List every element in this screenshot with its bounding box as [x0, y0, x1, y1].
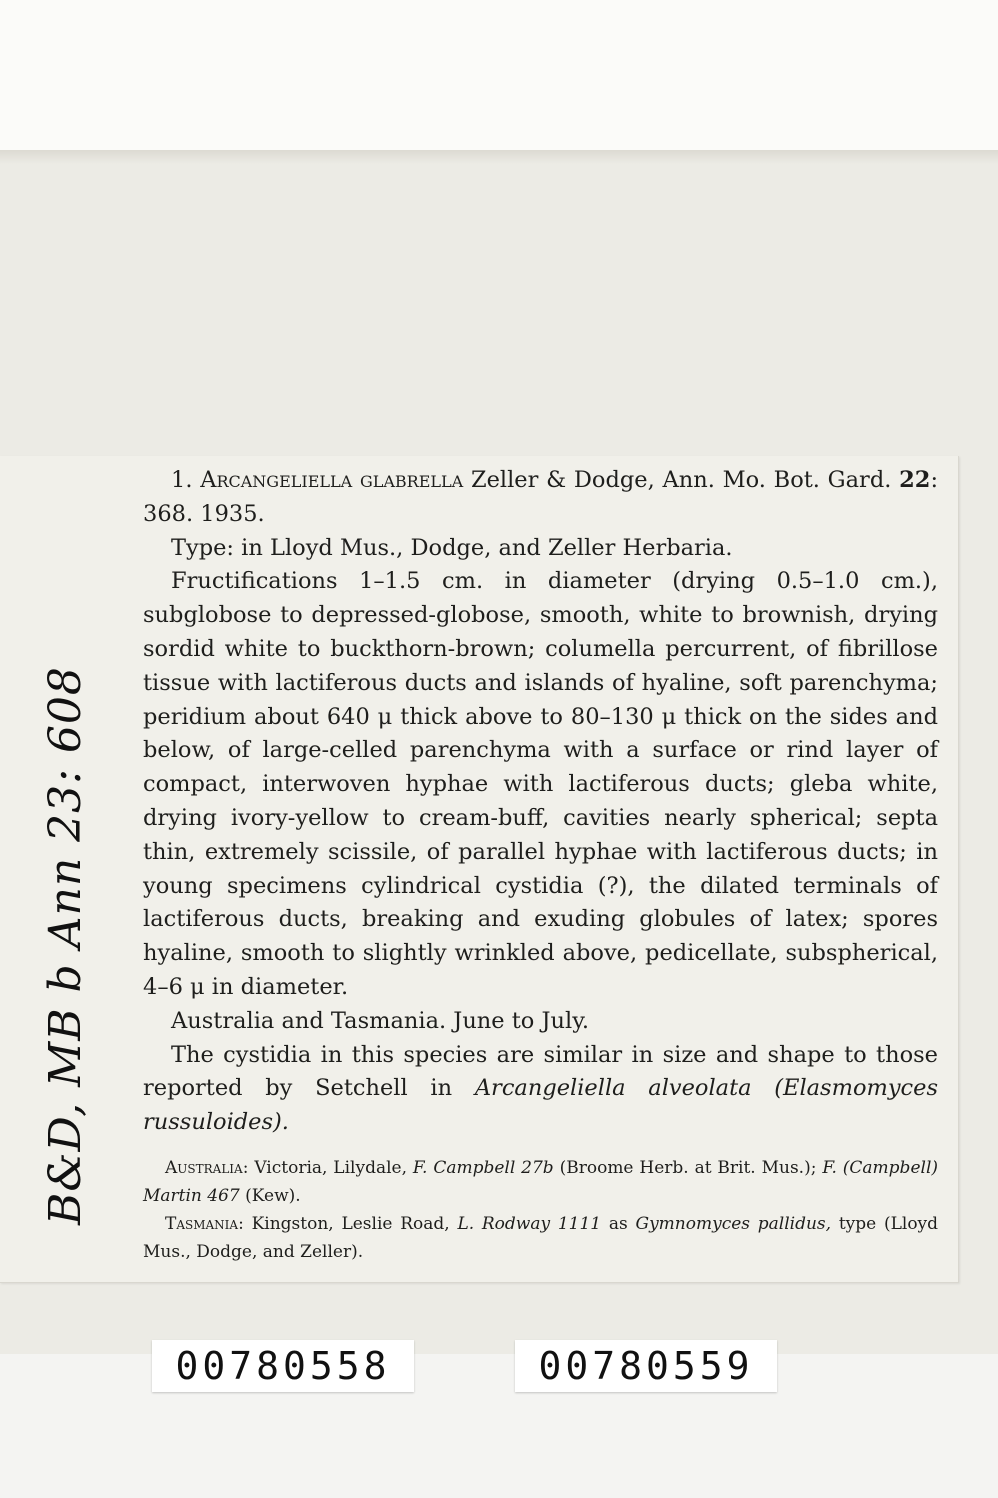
australia-herbarium-2: (Kew).: [245, 1185, 301, 1206]
australia-collector-2: F. (Campbell) Martin 467: [143, 1157, 939, 1206]
note-prefix: The cystidia in this species are similar in size and shape to those reported by Setchell in: [143, 1041, 938, 1102]
top-board: [0, 0, 998, 150]
specimens-block: [143, 1154, 938, 1266]
species-name: Arcangeliella glabrella: [200, 467, 464, 493]
page-year: : 368. 1935.: [143, 467, 939, 527]
tasmania-collector: L. Rodway 1111: [457, 1213, 602, 1234]
australia-collector-1: F. Campbell 27b: [412, 1157, 554, 1178]
tasmania-label: Tasmania:: [165, 1213, 244, 1234]
handwritten-annotation: B&D, MB b Ann 23: 608: [40, 666, 91, 1225]
specimens-australia: [143, 1154, 938, 1210]
tasmania-type: type (Lloyd Mus., Dodge, and Zeller).: [143, 1213, 939, 1262]
printed-label: [0, 456, 959, 1283]
top-board-edge: [0, 150, 998, 164]
specimens-tasmania: [143, 1210, 938, 1266]
citation: Zeller & Dodge, Ann. Mo. Bot. Gard.: [470, 467, 892, 493]
tasmania-species: Gymnomyces pallidus,: [635, 1213, 832, 1234]
barcode-label-1: 00780558: [152, 1340, 414, 1392]
entry-number: 1.: [171, 467, 193, 493]
note-paragraph: [143, 1039, 938, 1140]
tasmania-as: as: [608, 1213, 628, 1234]
barcode-label-2: 00780559: [515, 1340, 777, 1392]
australia-locality: Victoria, Lilydale,: [254, 1157, 407, 1178]
distribution: Australia and Tasmania. June to July.: [171, 1007, 590, 1034]
volume: 22: [899, 467, 931, 493]
australia-herbarium-1: (Broome Herb. at Brit. Mus.);: [559, 1157, 817, 1178]
description: Fructifications 1–1.5 cm. in diameter (drying 0.5–1.0 cm.), subglobose to depressed-globose, smooth, white to brownish, drying sordid white to buckthorn-brown; columella percurrent, of fibrillose tissue with lactiferous ducts and islands of hyaline, soft parenchyma; peridium about 640 μ thick above to 80–130 μ thick on the sides and below, of large-celled parenchyma with a surface or rind layer of compact, interwoven hyphae with lactiferous ducts; gleba white, drying ivory-yellow to cream-buff, cavities nearly spherical; septa thin, extremely scissile, of parallel hyphae with lactiferous ducts; in young specimens cylindrical cystidia (?), the dilated terminals of lactiferous ducts, breaking and exuding globules of latex; spores hyaline, smooth to slightly wrinkled above, pedicellate, subspherical, 4–6 μ in diameter.: [143, 568, 938, 1000]
australia-label: Australia:: [165, 1157, 249, 1178]
note-species: Arcangeliella alveolata (Elasmomyces russuloides).: [143, 1075, 938, 1136]
citation-paragraph: [143, 464, 938, 532]
tasmania-locality: Kingston, Leslie Road,: [251, 1213, 450, 1234]
label-text: [143, 464, 938, 1266]
barcode-strip: [0, 1354, 998, 1498]
type-line: Type: in Lloyd Mus., Dodge, and Zeller Herbaria.: [171, 534, 733, 561]
